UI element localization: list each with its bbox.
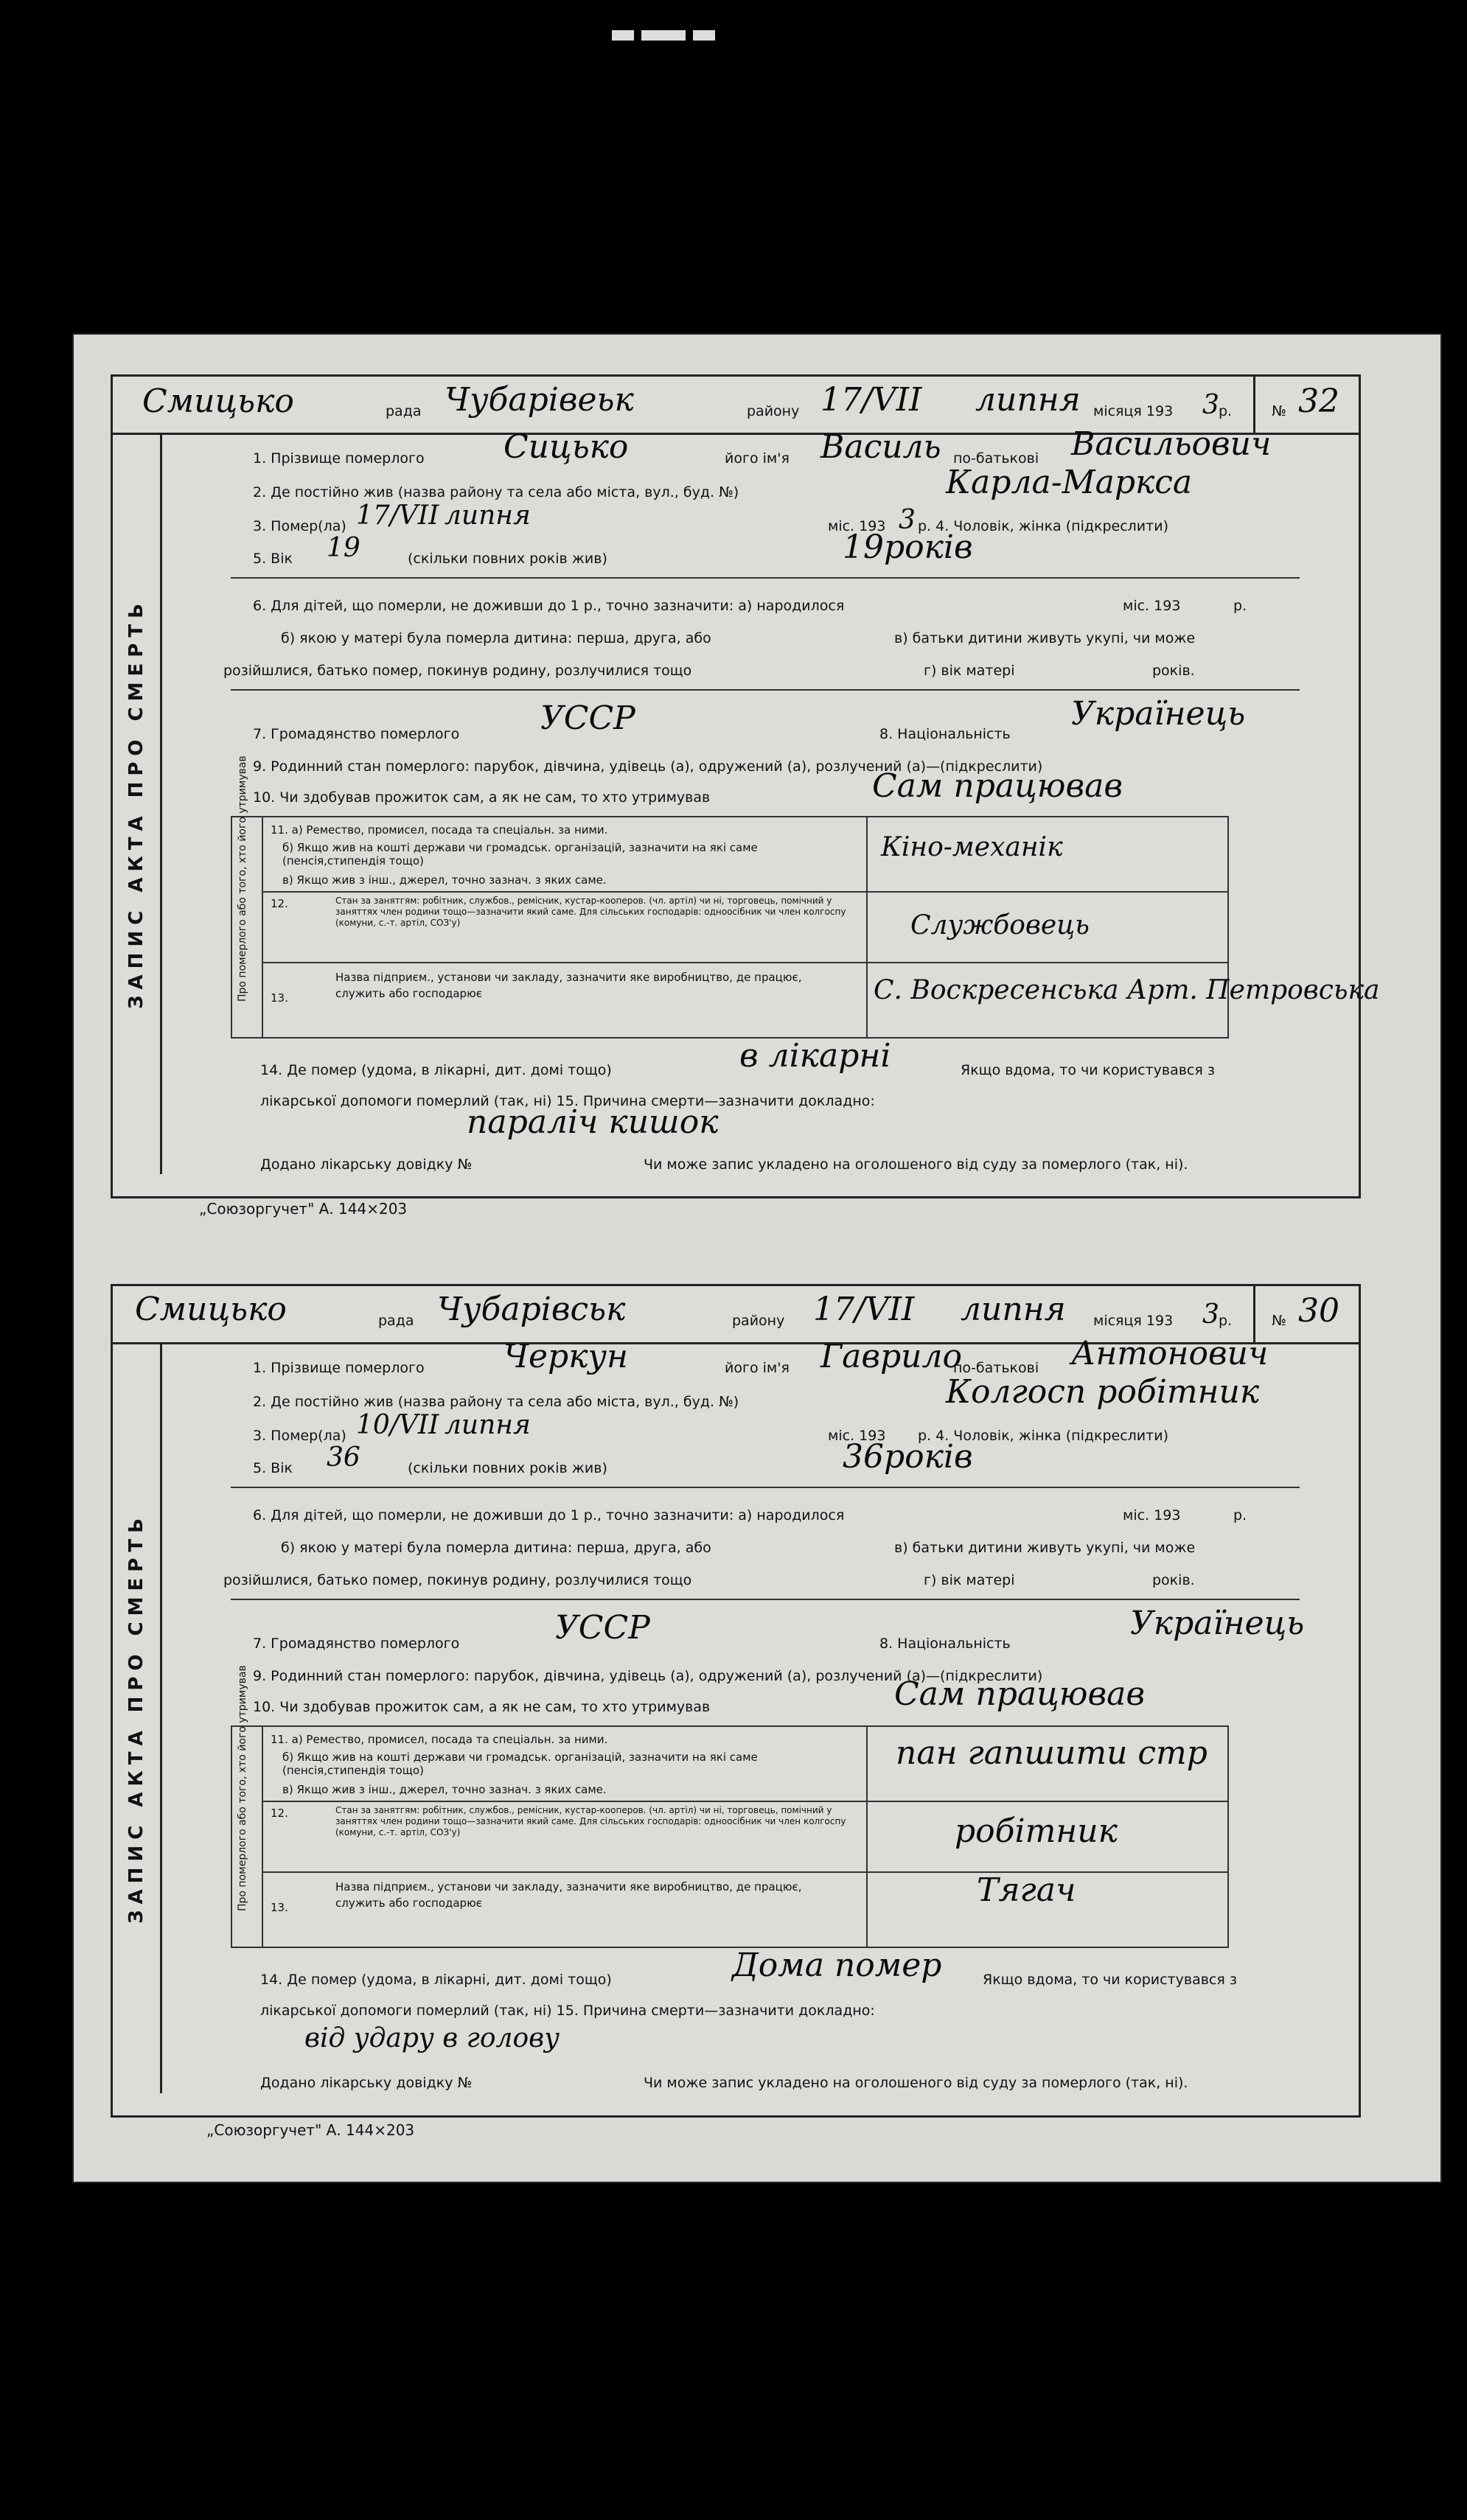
death-date-label: 3. Помер(ла) xyxy=(253,1428,346,1444)
table-side-label: Про померлого або того, хто його утримував xyxy=(237,1665,248,1911)
death-place-value: Дома помер xyxy=(732,1947,942,1984)
nationality-label: 8. Національність xyxy=(879,1636,1011,1652)
workplace-value: С. Воскресенська Арт. Петровська xyxy=(874,975,1380,1005)
year-digit: 3 xyxy=(1202,1299,1219,1330)
year-digit: 3 xyxy=(1202,390,1219,420)
workplace-label: Назва підприєм., установи чи закладу, зазначити яке виробництво, де працює, служить або господарює xyxy=(335,971,802,1000)
occupation-a-label: 11. а) Ремество, промисел, посада та спеціальн. за ними. xyxy=(271,1733,608,1746)
record-number: 30 xyxy=(1298,1292,1339,1330)
support-label: 10. Чи здобував прожиток сам, а як не сам, то хто утримував xyxy=(253,1699,711,1715)
village-value: Чубарівськ xyxy=(437,1291,626,1328)
home-help-label: Якщо вдома, то чи користувався з xyxy=(961,1062,1215,1078)
support-value: Сам працював xyxy=(872,767,1123,805)
district-label: району xyxy=(747,403,800,419)
side-title: ЗАПИС АКТА ПРО СМЕРТЬ xyxy=(125,598,147,1009)
form-footer: „Союзоргучет" А. 144×203 xyxy=(199,1200,408,1218)
death-place-label: 14. Де помер (удома, в лікарні, дит. домі тощо) xyxy=(260,1062,612,1078)
divider xyxy=(231,577,1300,579)
status-value: Службовець xyxy=(910,910,1090,940)
occupation-b-label: б) Якщо жив на коштi держави чи громадськ. організацій, зазначити на які саме (пенсія,стипендія тощо) xyxy=(282,1751,758,1777)
mother-age-label: г) вік матері xyxy=(924,663,1015,679)
court-label: Чи може запис укладено на оголошеного від суду за померлого (так, ні). xyxy=(644,1156,1188,1173)
cause-value: від удару в голову xyxy=(304,2023,560,2053)
occupation-c-label: в) Якщо жив з інш., джерел, точно зазнач. з яких саме. xyxy=(282,1783,607,1796)
record-number-box xyxy=(1253,377,1359,433)
status-label: Стан за занятгям: робітник, службов., ремісник, кустар-кооперов. (чл. артіл) чи ні, торговець, помічний у заняттях член родини тощо—зазначити який саме. Для сільських господарів: одноосібник чи член колгоспу (комуни, с.-т. артіл, СОЗ'у) xyxy=(335,896,846,928)
support-label: 10. Чи здобував прожиток сам, а як не сам, то хто утримував xyxy=(253,789,711,806)
table-divider xyxy=(866,817,868,1037)
residence-label: 2. Де постійно жив (назва району та села або міста, вул., буд. №) xyxy=(253,484,739,500)
village-value: Чубарівеьк xyxy=(445,381,634,419)
nationality-value: Українець xyxy=(1071,695,1246,733)
residence-value: Карла-Маркса xyxy=(946,464,1193,501)
infant-birth-label: 6. Для дітей, що померли, не доживши до 1 р., точно зазначити: а) народилося xyxy=(253,1507,845,1523)
certificate-label: Додано лікарську довідку № xyxy=(260,2075,473,2091)
table-divider xyxy=(866,1727,868,1947)
death-place-label: 14. Де помер (удома, в лікарні, дит. домі тощо) xyxy=(260,1972,612,1988)
top-edge-marks xyxy=(612,29,722,40)
status-number: 12. xyxy=(271,897,288,910)
residence-value: Колгосп робітник xyxy=(946,1373,1260,1411)
year-suffix: р. xyxy=(1219,1313,1233,1329)
infant-birth-label: 6. Для дітей, що померли, не доживши до 1 р., точно зазначити: а) народилося xyxy=(253,598,845,614)
infant-divorce-label: розійшлися, батько помер, покинув родину, розлучилися тощо xyxy=(223,663,692,679)
cause-label: лікарської допомоги померлий (так, ні) 15. Причина смерти—зазначити докладно: xyxy=(260,1093,875,1109)
record-number: 32 xyxy=(1298,383,1339,420)
patronymic-value: Антонович xyxy=(1071,1335,1269,1372)
citizenship-value: УССР xyxy=(540,699,635,737)
infant-month-label: міс. 193 xyxy=(1123,598,1181,614)
age-words-value: 36років xyxy=(843,1438,973,1476)
certificate-label: Додано лікарську довідку № xyxy=(260,1156,473,1173)
home-help-label: Якщо вдома, то чи користувався з xyxy=(983,1972,1237,1988)
marital-status-label: 9. Родинний стан померлого: парубок, дівчина, удівець (а), одружений (а), розлучений (а)—(підкреслити) xyxy=(253,758,1043,775)
patronymic-label: по-батькові xyxy=(953,450,1039,467)
court-label: Чи може запис укладено на оголошеного від суду за померлого (так, ні). xyxy=(644,2075,1188,2091)
surname-label: 1. Прізвище померлого xyxy=(253,450,425,467)
surname-label: 1. Прізвище померлого xyxy=(253,1360,425,1376)
infant-year-suffix: р. xyxy=(1233,598,1247,614)
month-label: місяця 193 xyxy=(1093,403,1174,419)
first-name-label: його ім'я xyxy=(725,450,790,467)
age-label: 5. Вік xyxy=(253,551,293,567)
first-name-value: Гаврило xyxy=(820,1338,962,1375)
citizenship-label: 7. Громадянство померлого xyxy=(253,726,460,742)
death-month-label: міс. 193 xyxy=(828,518,886,534)
death-place-value: в лікарні xyxy=(739,1037,891,1075)
cause-label: лікарської допомоги померлий (так, ні) 15. Причина смерти—зазначити докладно: xyxy=(260,2003,875,2019)
death-month-value: липня xyxy=(445,500,531,531)
table-side-label: Про померлого або того, хто його утримував xyxy=(237,755,248,1002)
nationality-value: Українець xyxy=(1130,1605,1305,1642)
age-words-value: 19років xyxy=(843,528,973,566)
sex-label: р. 4. Чоловік, жінка (підкреслити) xyxy=(918,518,1168,534)
infant-order-label: б) якою у матері була померла дитина: перша, друга, або xyxy=(281,1540,711,1556)
divider xyxy=(231,1599,1300,1600)
age-label: 5. Вік xyxy=(253,1460,293,1476)
surname-value: Черкун xyxy=(503,1338,628,1375)
residence-label: 2. Де постійно жив (назва району та села або міста, вул., буд. №) xyxy=(253,1394,739,1410)
status-number: 12. xyxy=(271,1807,288,1820)
age-hint: (скільки повних років жив) xyxy=(408,551,607,567)
death-date-label: 3. Помер(ла) xyxy=(253,518,346,534)
age-value: 19 xyxy=(327,533,360,563)
number-label: № xyxy=(1272,403,1286,419)
infant-order-label: б) якою у матері була померла дитина: перша, друга, або xyxy=(281,630,711,646)
age-value: 36 xyxy=(327,1442,360,1473)
workplace-number: 13. xyxy=(271,1901,288,1914)
council-value: Смицько xyxy=(142,383,294,420)
occupation-b-label: б) Якщо жив на коштi держави чи громадськ. організацій, зазначити на які саме (пенсія,стипендія тощо) xyxy=(282,841,758,868)
divider xyxy=(231,1487,1300,1488)
year-suffix: р. xyxy=(1219,403,1233,419)
month-value: липня xyxy=(961,1291,1066,1328)
death-record-form-top xyxy=(111,374,1380,1198)
district-label: району xyxy=(732,1313,785,1329)
table-divider xyxy=(262,1727,263,1947)
infant-divorce-label: розійшлися, батько помер, покинув родину, розлучилися тощо xyxy=(223,1572,692,1588)
sex-label: р. 4. Чоловік, жінка (підкреслити) xyxy=(918,1428,1168,1444)
council-label: рада xyxy=(378,1313,414,1329)
date-value: 17/VII xyxy=(820,381,922,419)
death-date-value: 17/VII xyxy=(356,500,439,531)
workplace-label: Назва підприєм., установи чи закладу, зазначити яке виробництво, де працює, служить або господарює xyxy=(335,1880,802,1910)
first-name-label: його ім'я xyxy=(725,1360,790,1376)
status-label: Стан за занятгям: робітник, службов., ремісник, кустар-кооперов. (чл. артіл) чи ні, торговець, помічний у заняттях член родини тощо—зазначити який саме. Для сільських господарів: одноосібник чи член колгоспу (комуни, с.-т. артіл, СОЗ'у) xyxy=(335,1805,846,1837)
death-month-label: міс. 193 xyxy=(828,1428,886,1444)
side-title-column xyxy=(113,433,162,1174)
patronymic-label: по-батькові xyxy=(953,1360,1039,1376)
council-value: Смицько xyxy=(135,1291,287,1328)
patronymic-value: Васильович xyxy=(1071,425,1272,463)
month-label: місяця 193 xyxy=(1093,1313,1174,1329)
cause-value: параліч кишок xyxy=(467,1103,719,1141)
nationality-label: 8. Національність xyxy=(879,726,1011,742)
workplace-value: Тягач xyxy=(977,1871,1076,1909)
side-title-column xyxy=(113,1342,162,2093)
table-divider xyxy=(262,891,1227,893)
support-value: Сам працював xyxy=(894,1675,1145,1713)
table-divider xyxy=(262,1871,1227,1873)
record-number-box xyxy=(1253,1286,1359,1342)
infant-month-label: міс. 193 xyxy=(1123,1507,1181,1523)
marital-status-label: 9. Родинний стан померлого: парубок, дівчина, удівець (а), одружений (а), розлучений (а)—(підкреслити) xyxy=(253,1668,1043,1684)
occupation-c-label: в) Якщо жив з інш., джерел, точно зазнач. з яких саме. xyxy=(282,873,607,887)
mother-age-suffix: років. xyxy=(1152,663,1195,679)
death-record-form-bottom xyxy=(111,1284,1361,2118)
infant-parents-label: в) батьки дитини живуть укупі, чи може xyxy=(894,1540,1196,1556)
table-divider xyxy=(262,817,263,1037)
table-divider xyxy=(262,962,1227,963)
death-date-value: 10/VII xyxy=(356,1410,439,1440)
occupation-value: пан гапшити стр xyxy=(896,1734,1208,1772)
table-divider xyxy=(262,1801,1227,1802)
occupation-a-label: 11. а) Ремество, промисел, посада та спеціальн. за ними. xyxy=(271,823,608,837)
month-value: липня xyxy=(975,381,1081,419)
workplace-number: 13. xyxy=(271,991,288,1005)
surname-value: Сицько xyxy=(503,428,629,466)
citizenship-label: 7. Громадянство померлого xyxy=(253,1636,460,1652)
death-year-digit: 3 xyxy=(899,505,916,535)
occupation-value: Кіно-механік xyxy=(881,832,1063,862)
side-title: ЗАПИС АКТА ПРО СМЕРТЬ xyxy=(125,1512,147,1924)
first-name-value: Василь xyxy=(820,428,941,466)
death-month-value: липня xyxy=(445,1410,531,1440)
mother-age-label: г) вік матері xyxy=(924,1572,1015,1588)
infant-parents-label: в) батьки дитини живуть укупі, чи може xyxy=(894,630,1196,646)
citizenship-value: УССР xyxy=(555,1609,650,1647)
number-label: № xyxy=(1272,1313,1286,1329)
council-label: рада xyxy=(386,403,422,419)
form-footer: „Союзоргучет" А. 144×203 xyxy=(206,2121,415,2139)
age-hint: (скільки повних років жив) xyxy=(408,1460,607,1476)
divider xyxy=(231,689,1300,691)
date-value: 17/VII xyxy=(813,1291,915,1328)
infant-year-suffix: р. xyxy=(1233,1507,1247,1523)
status-value: робітник xyxy=(955,1812,1118,1850)
mother-age-suffix: років. xyxy=(1152,1572,1195,1588)
